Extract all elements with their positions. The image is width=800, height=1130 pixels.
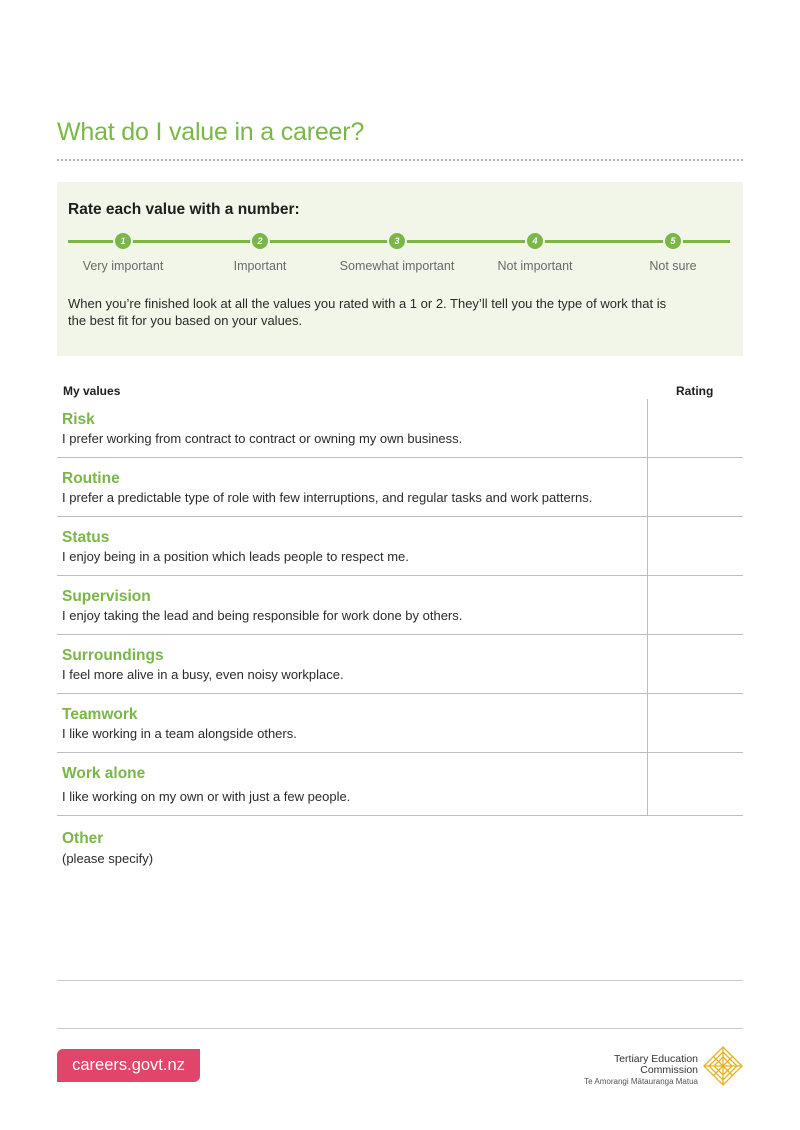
table-row bbox=[57, 635, 743, 694]
value-name: Status bbox=[62, 529, 110, 546]
other-value[interactable] bbox=[62, 829, 153, 866]
table-row bbox=[57, 753, 743, 816]
scale-step-1 bbox=[58, 231, 188, 273]
rating-heading: Rate each value with a number: bbox=[68, 201, 300, 218]
value-text bbox=[62, 528, 642, 565]
rating-cell-teamwork[interactable] bbox=[647, 694, 743, 752]
rating-cell-surroundings[interactable] bbox=[647, 635, 743, 693]
scale-step-3 bbox=[332, 231, 462, 273]
scale-number-1: 1 bbox=[113, 231, 133, 251]
value-text bbox=[62, 646, 642, 683]
scale-step-2 bbox=[195, 231, 325, 273]
table-row bbox=[57, 576, 743, 635]
tec-name-line1: Tertiary Education bbox=[613, 1053, 698, 1065]
careers-site-link[interactable]: careers.govt.nz bbox=[57, 1049, 200, 1082]
rating-cell-risk[interactable] bbox=[647, 399, 743, 457]
scale-step-4 bbox=[470, 231, 600, 273]
value-text bbox=[62, 587, 642, 624]
scale-number-5: 5 bbox=[663, 231, 683, 251]
value-name: Surroundings bbox=[62, 647, 164, 664]
footer-divider bbox=[57, 1028, 743, 1029]
scale-step-5 bbox=[608, 231, 738, 273]
value-description: I enjoy being in a position which leads people to respect me. bbox=[62, 549, 409, 564]
scale-label-5: Not sure bbox=[649, 259, 697, 273]
scale-number-4: 4 bbox=[525, 231, 545, 251]
dotted-divider bbox=[57, 159, 743, 161]
value-name: Teamwork bbox=[62, 706, 138, 723]
values-column-header: My values bbox=[63, 384, 121, 398]
rating-scale-panel bbox=[57, 182, 743, 356]
rating-instructions: When you’re finished look at all the values you rated with a 1 or 2. They’ll tell you the type of work that is the best fit for you based on your values. bbox=[68, 296, 667, 328]
value-name: Work alone bbox=[62, 765, 146, 782]
tec-star-icon bbox=[703, 1046, 743, 1086]
value-text bbox=[62, 764, 642, 805]
table-row bbox=[57, 694, 743, 753]
page-title: What do I value in a career? bbox=[57, 118, 365, 146]
scale-number-3: 3 bbox=[387, 231, 407, 251]
writing-line bbox=[57, 980, 743, 981]
tec-maori-name: Te Amorangi Mātauranga Matua bbox=[584, 1077, 698, 1086]
scale-label-1: Very important bbox=[82, 259, 164, 273]
value-description: I like working on my own or with just a few people. bbox=[62, 789, 351, 804]
other-hint: (please specify) bbox=[62, 851, 154, 866]
value-name: Risk bbox=[62, 411, 95, 428]
value-description: I prefer working from contract to contract or owning my own business. bbox=[62, 431, 463, 446]
value-text bbox=[62, 469, 642, 506]
table-row bbox=[57, 517, 743, 576]
value-text bbox=[62, 705, 642, 742]
other-label: Other bbox=[62, 830, 104, 847]
rating-cell-status[interactable] bbox=[647, 517, 743, 575]
rating-cell-supervision[interactable] bbox=[647, 576, 743, 634]
tec-wordmark bbox=[584, 1054, 698, 1087]
table-row bbox=[57, 399, 743, 458]
value-name: Supervision bbox=[62, 588, 151, 605]
value-text bbox=[62, 410, 642, 447]
tec-name-line2: Commission bbox=[640, 1064, 698, 1076]
value-description: I prefer a predictable type of role with few interruptions, and regular tasks and work patterns. bbox=[62, 490, 593, 505]
rating-cell-routine[interactable] bbox=[647, 458, 743, 516]
scale-number-2: 2 bbox=[250, 231, 270, 251]
values-table bbox=[57, 399, 743, 816]
value-name: Routine bbox=[62, 470, 120, 487]
value-description: I feel more alive in a busy, even noisy workplace. bbox=[62, 667, 344, 682]
value-description: I like working in a team alongside others. bbox=[62, 726, 297, 741]
table-row bbox=[57, 458, 743, 517]
scale-label-4: Not important bbox=[497, 259, 573, 273]
rating-cell-work-alone[interactable] bbox=[647, 753, 743, 815]
rating-column-header: Rating bbox=[676, 384, 714, 398]
scale-label-2: Important bbox=[233, 259, 287, 273]
tec-logo bbox=[560, 1046, 744, 1088]
value-description: I enjoy taking the lead and being responsible for work done by others. bbox=[62, 608, 463, 623]
scale-label-3: Somewhat important bbox=[339, 259, 455, 273]
